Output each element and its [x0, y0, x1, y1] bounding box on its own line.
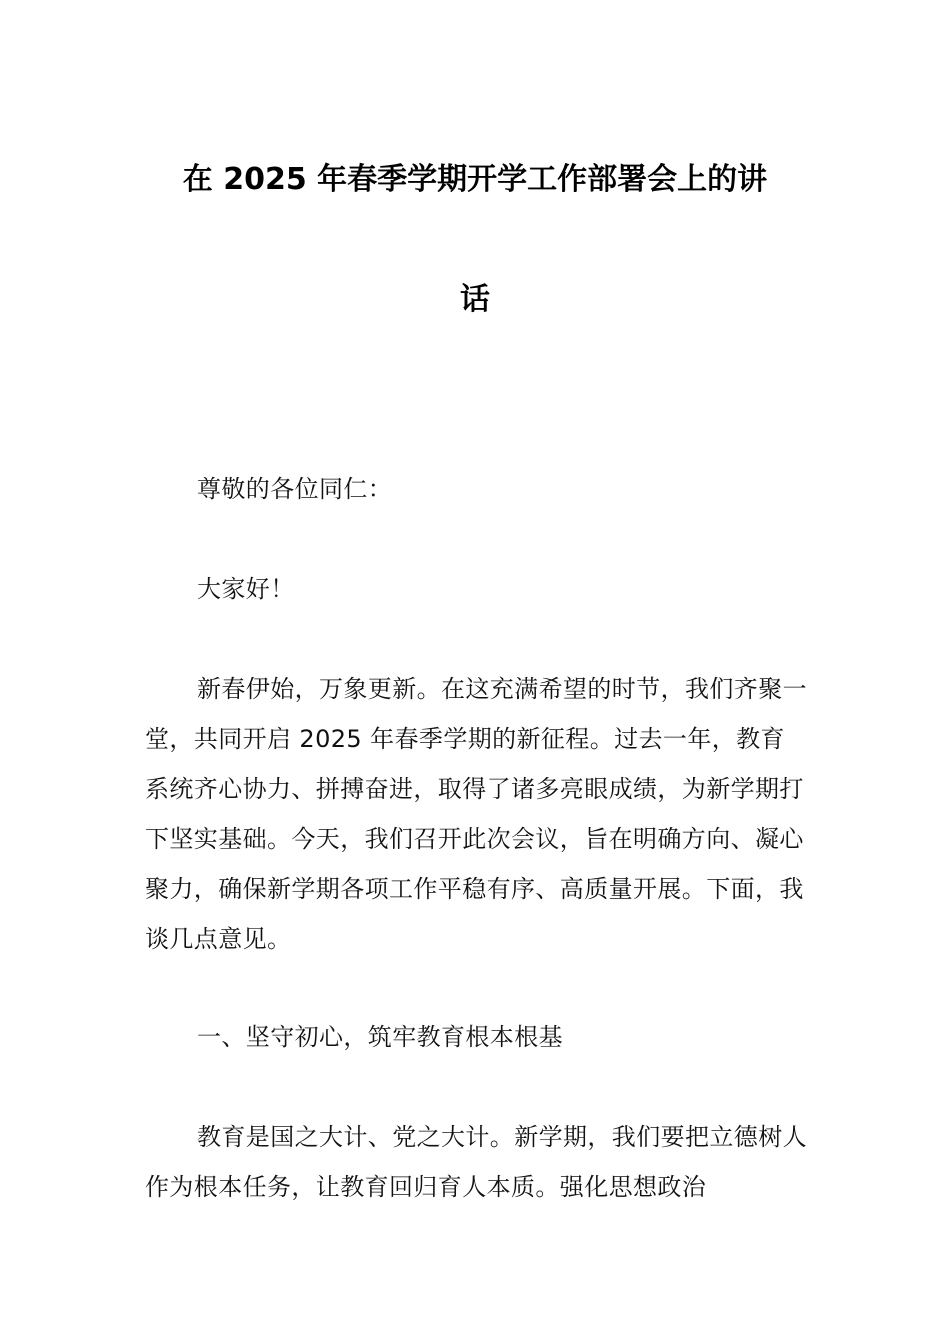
hello-text: 大家好！: [197, 575, 295, 603]
greeting-text: 尊敬的各位同仁：: [197, 475, 393, 503]
intro-paragraph: 新春伊始，万象更新。在这充满希望的时节，我们齐聚一堂，共同开启 2025 年春季学期的新征程。过去一年，教育系统齐心协力、拼搏奋进，取得了诸多亮眼成绩，为新学期打下坚实基础。今天，我们召开此次会议，旨在明确方向、凝心聚力，确保新学期各项工作平稳有序、高质量开展。下面，我谈几点意见。: [145, 675, 807, 953]
section-1-paragraph: 教育是国之大计、党之大计。新学期，我们要把立德树人作为根本任务，让教育回归育人本质。强化思想政治: [145, 1123, 807, 1201]
section-heading-1: 一、坚守初心，筑牢教育根本根基: [197, 1023, 563, 1051]
document-title-line-2: 话: [460, 282, 490, 317]
document-title-line-1: 在 2025 年春季学期开学工作部署会上的讲: [182, 162, 768, 197]
